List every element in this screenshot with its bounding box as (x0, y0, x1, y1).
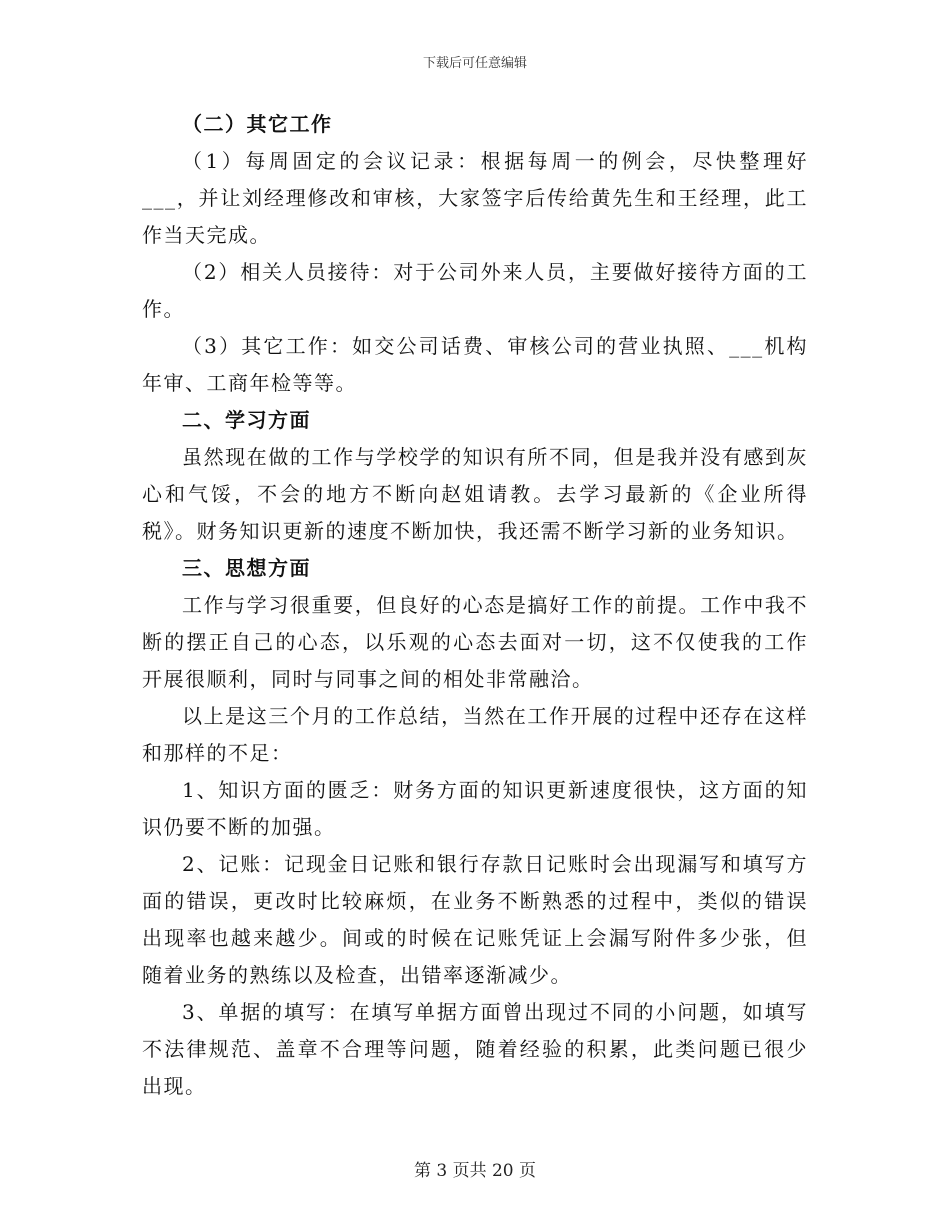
page-footer: 第 3 页共 20 页 (413, 1161, 537, 1181)
section-heading: 二、学习方面 (182, 408, 311, 432)
paragraph: 以上是这三个月的工作总结，当然在工作开展的过程中还存在这样和那样的不足： (142, 704, 808, 765)
paragraph: 工作与学习很重要，但良好的心态是搞好工作的前提。工作中我不断的摆正自己的心态，以乐观的心态去面对一切，这不仅使我的工作开展很顺利，同时与同事之间的相处非常融洽。 (142, 593, 808, 691)
paragraph: 3、单据的填写：在填写单据方面曾出现过不同的小问题，如填写不法律规范、盖章不合理等问题，随着经验的积累，此类问题已很少出现。 (142, 1000, 808, 1098)
paragraph: 虽然现在做的工作与学校学的知识有所不同，但是我并没有感到灰心和气馁，不会的地方不断向赵姐请教。去学习最新的《企业所得税》。财务知识更新的速度不断加快，我还需不断学习新的业务知识。 (142, 445, 808, 543)
paragraph: （1）每周固定的会议记录：根据每周一的例会，尽快整理好___，并让刘经理修改和审核，大家签字后传给黄先生和王经理，此工作当天完成。 (142, 149, 808, 247)
document-body (142, 106, 808, 1105)
page-header: 下载后可任意编辑 (422, 56, 527, 71)
paragraph: 2、记账：记现金日记账和银行存款日记账时会出现漏写和填写方面的错误，更改时比较麻烦，在业务不断熟悉的过程中，类似的错误出现率也越来越少。间或的时候在记账凭证上会漏写附件多少张，但随着业务的熟练以及检查，出错率逐渐减少。 (142, 852, 808, 987)
section-heading: 三、思想方面 (182, 556, 311, 580)
paragraph: （3）其它工作：如交公司话费、审核公司的营业执照、___机构年审、工商年检等等。 (142, 334, 808, 395)
section-heading: （二）其它工作 (182, 112, 333, 136)
paragraph: 1、知识方面的匮乏：财务方面的知识更新速度很快，这方面的知识仍要不断的加强。 (142, 778, 808, 839)
paragraph: （2）相关人员接待：对于公司外来人员，主要做好接待方面的工作。 (142, 260, 808, 321)
